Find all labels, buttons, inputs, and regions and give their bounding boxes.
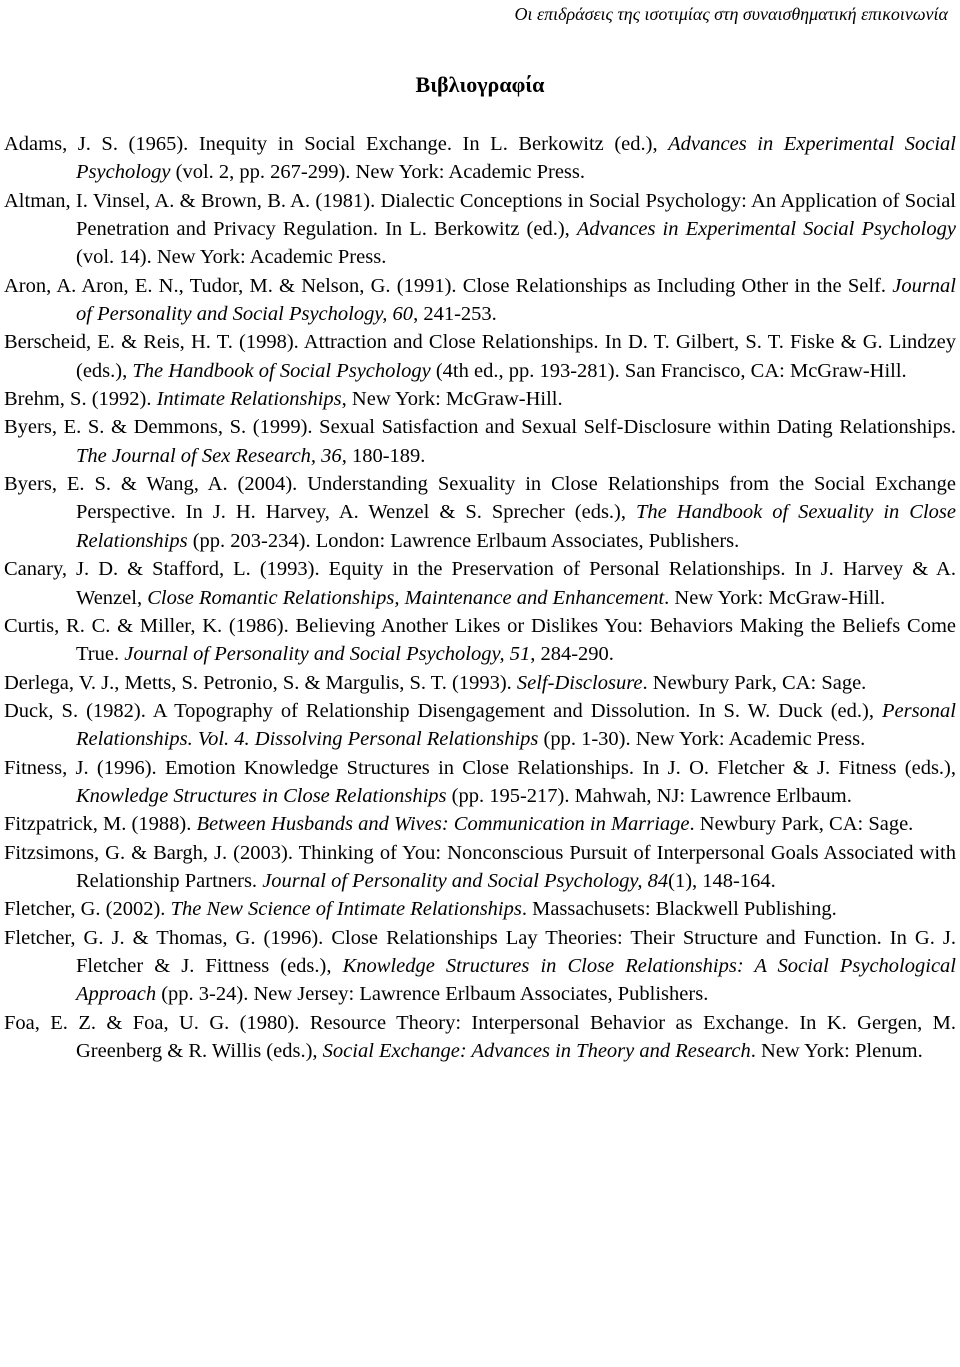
reference-text: , 241-253.	[413, 303, 497, 326]
reference-entry	[4, 413, 956, 470]
reference-title: Personal Relationships. Vol. 4. Dissolving Personal Relationships	[76, 699, 956, 751]
reference-title: The New Science of Intimate Relationships	[170, 898, 522, 921]
reference-text: . Massachusets: Blackwell Publishing.	[521, 898, 837, 921]
reference-text: Curtis, R. C. & Miller, K. (1986). Believing Another Likes or Dislikes You: Behaviors Making the Beliefs Come True.	[4, 614, 956, 666]
reference-title: Advances in Experimental Social Psychology	[76, 133, 956, 184]
reference-text: Brehm, S. (1992).	[4, 388, 157, 411]
reference-text: Byers, E. S. & Demmons, S. (1999). Sexual Satisfaction and Sexual Self-Disclosure within Dating Relationships.	[4, 416, 956, 439]
reference-entry	[4, 328, 956, 385]
reference-title: Social Exchange: Advances in Theory and Research	[322, 1040, 751, 1062]
reference-entry	[4, 272, 956, 329]
reference-list	[4, 130, 956, 1065]
reference-text: . Newbury Park, CA: Sage.	[689, 813, 914, 836]
reference-entry	[4, 754, 956, 811]
reference-title: Self-Disclosure	[516, 671, 643, 694]
reference-title: The Journal of Sex Research, 36	[76, 444, 342, 467]
reference-entry	[4, 697, 956, 754]
reference-entry	[4, 1009, 956, 1066]
reference-title: Journal of Personality and Social Psychology, 84	[262, 869, 669, 892]
reference-text: Adams, J. S. (1965). Inequity in Social Exchange. In L. Berkowitz (ed.),	[4, 133, 669, 155]
reference-text: Fitness, J. (1996). Emotion Knowledge Structures in Close Relationships. In J. O. Fletcher & J. Fitness (eds.),	[4, 756, 956, 779]
reference-title: Journal of Personality and Social Psychology, 60	[76, 274, 956, 326]
reference-entry	[4, 385, 956, 413]
reference-text: , 284-290.	[530, 643, 614, 666]
reference-text: Duck, S. (1982). A Topography of Relationship Disengagement and Dissolution. In S. W. Duck (ed.),	[4, 699, 882, 722]
reference-entry	[4, 612, 956, 669]
reference-text: . New York: McGraw-Hill.	[664, 586, 886, 609]
reference-entry	[4, 130, 956, 187]
reference-text: (pp. 1-30). New York: Academic Press.	[538, 728, 866, 751]
reference-text: (pp. 3-24). New Jersey: Lawrence Erlbaum Associates, Publishers.	[156, 983, 709, 1006]
reference-text: . Newbury Park, CA: Sage.	[642, 671, 867, 694]
reference-text: Canary, J. D. & Stafford, L. (1993). Equity in the Preservation of Personal Relationships. In J. Harvey & A. Wenzel,	[4, 558, 956, 609]
reference-text: Aron, A. Aron, E. N., Tudor, M. & Nelson, G. (1991). Close Relationships as Including Other in the Self.	[4, 274, 893, 297]
reference-entry	[4, 555, 956, 612]
reference-text: Fletcher, G. J. & Thomas, G. (1996). Close Relationships Lay Theories: Their Structure and Function. In G. J. Fletcher & J. Fittness (eds.),	[4, 926, 956, 977]
reference-title: Advances in Experimental Social Psychology	[576, 218, 956, 241]
page-title: Βιβλιογραφία	[415, 72, 545, 97]
reference-entry	[4, 924, 956, 1009]
reference-title: Knowledge Structures in Close Relationships: A Social Psychological Approach	[76, 954, 956, 1006]
reference-text: , New York: McGraw-Hill.	[341, 388, 563, 411]
reference-entry	[4, 895, 956, 923]
reference-text: . New York: Plenum.	[750, 1040, 923, 1062]
reference-text: (4th ed., pp. 193-281). San Francisco, CA: McGraw-Hill.	[430, 359, 907, 382]
reference-text: Derlega, V. J., Metts, S. Petronio, S. & Margulis, S. T. (1993).	[4, 671, 517, 694]
reference-text: , 180-189.	[341, 444, 426, 467]
reference-text: Fitzsimons, G. & Bargh, J. (2003). Thinking of You: Nonconscious Pursuit of Interpersonal Goals Associated with Relationship Partners.	[4, 841, 956, 892]
reference-text: Altman, I. Vinsel, A. & Brown, B. A. (1981). Dialectic Conceptions in Social Psychology: An Application of Social Penetration and Privacy Regulation. In L. Berkowitz (ed.),	[4, 189, 956, 241]
reference-title: The Handbook of Sexuality in Close Relationships	[76, 501, 956, 552]
reference-entry	[4, 470, 956, 555]
reference-text: (pp. 195-217). Mahwah, NJ: Lawrence Erlbaum.	[446, 784, 852, 807]
reference-text: (pp. 203-234). London: Lawrence Erlbaum Associates, Publishers.	[187, 529, 740, 552]
reference-entry	[4, 810, 956, 838]
reference-text: Byers, E. S. & Wang, A. (2004). Understanding Sexuality in Close Relationships from the Social Exchange Perspective. In J. H. Harvey, A. Wenzel & S. Sprecher (eds.),	[4, 473, 956, 524]
running-header: Οι επιδράσεις της ισοτιμίας στη συναισθηματική επικοινωνία	[514, 4, 948, 24]
reference-text: Fletcher, G. (2002).	[4, 898, 171, 921]
reference-entry	[4, 669, 956, 697]
reference-title: Intimate Relationships	[156, 388, 342, 411]
reference-entry	[4, 839, 956, 896]
reference-text: (vol. 2, pp. 267-299). New York: Academic Press.	[170, 161, 586, 184]
reference-text: Berscheid, E. & Reis, H. T. (1998). Attraction and Close Relationships. In D. T. Gilbert, S. T. Fiske & G. Lindzey (eds.),	[4, 331, 956, 382]
reference-title: Between Husbands and Wives: Communication in Marriage	[196, 813, 690, 836]
reference-title: The Handbook of Social Psychology	[132, 359, 431, 382]
reference-entry	[4, 187, 956, 272]
reference-text: (1), 148-164.	[668, 869, 776, 892]
reference-title: Knowledge Structures in Close Relationships	[76, 784, 447, 807]
reference-text: Fitzpatrick, M. (1988).	[4, 813, 197, 836]
reference-text: (vol. 14). New York: Academic Press.	[76, 246, 387, 269]
reference-text: Foa, E. Z. & Foa, U. G. (1980). Resource Theory: Interpersonal Behavior as Exchange. In K. Gergen, M. Greenberg & R. Willis (eds.),	[4, 1011, 956, 1062]
reference-title: Journal of Personality and Social Psychology, 51	[124, 643, 531, 666]
reference-title: Close Romantic Relationships, Maintenance and Enhancement	[147, 586, 665, 609]
